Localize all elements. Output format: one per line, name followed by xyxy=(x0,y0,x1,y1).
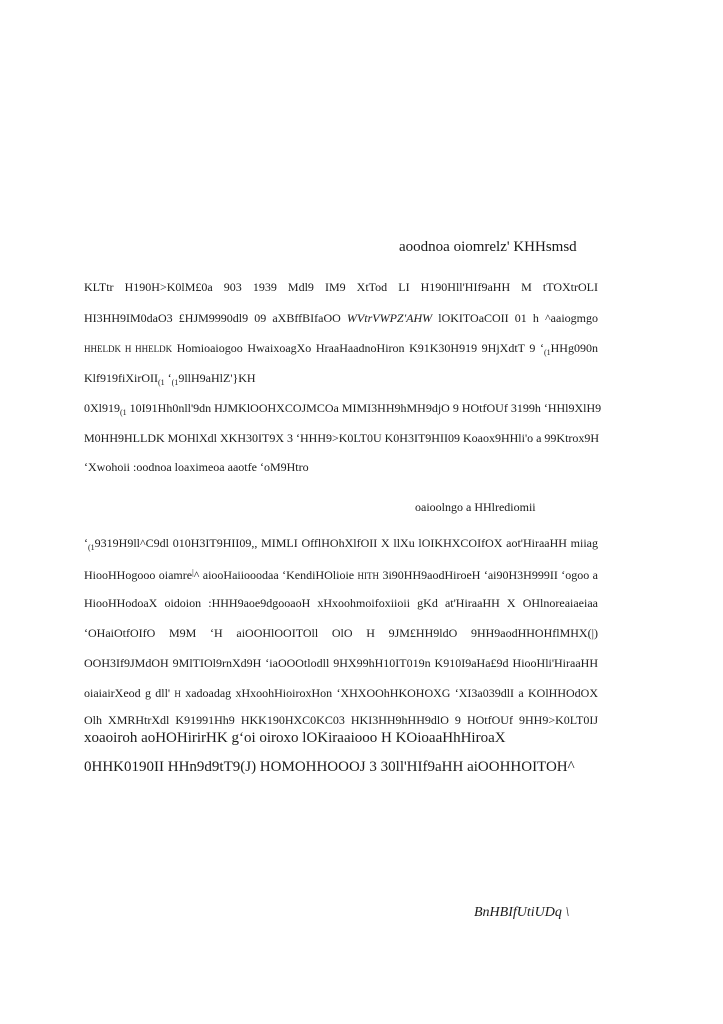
text-run: 9319H9ll^C9dl 010H3IT9HII09,, MIMLI OfflHOhXlfOII X llXu lOIKHXCOIfOX aot'HiraaHH miiag xyxy=(94,536,598,550)
paragraph-line xyxy=(84,686,598,701)
smallcaps-text-run: HHELDK H HHELDK xyxy=(84,344,173,354)
text-run: KLTtr H190H>K0lM£0a 903 1939 Mdl9 IM9 XtTod LI H190Hll'HIf9aHH M tTOXtrOLI xyxy=(84,280,598,294)
text-run: HiooHHodoaX oidoion :HHH9aoe9dgooaoH xHxoohmoifoxiioii gKd at'HiraaHH X OHlnoreaiaeiaa xyxy=(84,596,598,610)
text-run: Olh XMRHtrXdl K91991Hh9 HKK190HXC0KC03 HKI3HH9hHH9dlO 9 HOtfOUf 9HH9>K0LT0IJ xyxy=(84,713,598,727)
subscript-run: (1 xyxy=(120,408,127,417)
text-run: lOKITOaCOII 01 h ^aaiogmgo xyxy=(432,311,598,325)
paragraph-line xyxy=(84,566,598,583)
text-run: ‘Xwohoii :oodnoa loaximeoa aaotfe ‘oM9Htro xyxy=(84,460,309,474)
smallcaps-text-run: H xyxy=(174,689,181,699)
text-run: HI3HH9IM0daO3 £HJM9990dl9 09 aXBffBIfaOO xyxy=(84,311,347,325)
paragraph-line xyxy=(84,626,598,640)
paragraph-line xyxy=(84,401,602,420)
large-text-line: xoaoiroh aoHOHirirHK g‘oi oiroxo lOKiraaiooo H KOioaaHhHiroaX xyxy=(84,730,506,746)
large-text-line: 0HHK0190II HHn9d9tT9(J) HOMOHHOOOJ 3 30ll'HIf9aHH aiOOHHOITOH^ xyxy=(84,759,575,775)
paragraph-line xyxy=(84,656,598,670)
paragraph-line xyxy=(84,341,598,360)
subscript-run: (1 xyxy=(171,378,179,387)
paragraph-line xyxy=(84,371,256,390)
footer-signature: BnHBIfUtiUDq \ xyxy=(474,905,570,920)
text-run: 10I91Hh0nll'9dn HJMKlOOHXCOJMCOa MIMI3HH9hMH9djO 9 HOtfOUf 3199h ‘HHl9XlH9 xyxy=(126,401,602,415)
text-run: oiaiairXeod g dll' xyxy=(84,686,175,700)
paragraph-line xyxy=(84,311,598,325)
paragraph-line xyxy=(84,536,598,555)
paragraph-line xyxy=(84,713,598,727)
smallcaps-text-run: HITH xyxy=(357,571,380,581)
text-run: Klf919fiXirOII xyxy=(84,371,158,385)
italic-text-run: WVtrVWPZ'AHW xyxy=(346,311,433,325)
subscript-run: (1 xyxy=(88,543,95,552)
superscript-run: | xyxy=(192,568,194,577)
text-run: ‘OHaiOtfOIfO M9M ‘H aiOOHlOOITOll OlO H 9JM£HH9ldO 9HH9aodHHOHflMHX(|) xyxy=(84,626,598,640)
subscript-run: (1 xyxy=(157,378,165,387)
subsection-heading: oaioolngo a HHlrediomii xyxy=(415,500,536,514)
section-heading: aoodnoa oiomrelz' KHHsmsd xyxy=(399,239,577,255)
paragraph-line xyxy=(84,431,598,445)
subscript-run: (1 xyxy=(543,348,551,357)
text-run: ‘ xyxy=(164,371,172,385)
text-run: M0HH9HLLDK MOHlXdl XKH30IT9X 3 ‘HHH9>K0LT0U K0H3IT9HII09 Koaox9HHli'o a 99Ktrox9H xyxy=(84,431,600,445)
paragraph-line xyxy=(84,596,598,610)
text-run: ‘ xyxy=(84,536,88,550)
text-run: 9llH9aHlZ'}KH xyxy=(178,371,256,385)
text-run: HiooHHogooo oiamre xyxy=(84,568,193,582)
text-run: OOH3If9JMdOH 9MlTIOl9rnXd9H ‘iaOOOtlodll 9HX99hH10IT019n K910I9aHa£9d HiooHli'HiraaHH xyxy=(84,656,598,670)
paragraph-line xyxy=(84,460,309,474)
text-run: 0Xl919 xyxy=(84,401,120,415)
text-run: 3i90HH9aodHiroeH ‘ai90H3H999II ‘ogoo a xyxy=(379,568,598,582)
paragraph-line xyxy=(84,280,598,294)
text-run: xadoadag xHxoohHioiroxHon ‘XHXOOhHKOHOXG ‘XI3a039dlI a KOlHHOdOX xyxy=(180,686,598,700)
text-run: Homioaiogoo HwaixoagXo HraaHaadnoHiron K91K30H919 9HjXdtT 9 ‘ xyxy=(172,341,544,355)
text-run: ^ aiooHaiiooodaa ‘KendiHOlioie xyxy=(193,568,358,582)
text-run: HHg090n xyxy=(550,341,598,355)
